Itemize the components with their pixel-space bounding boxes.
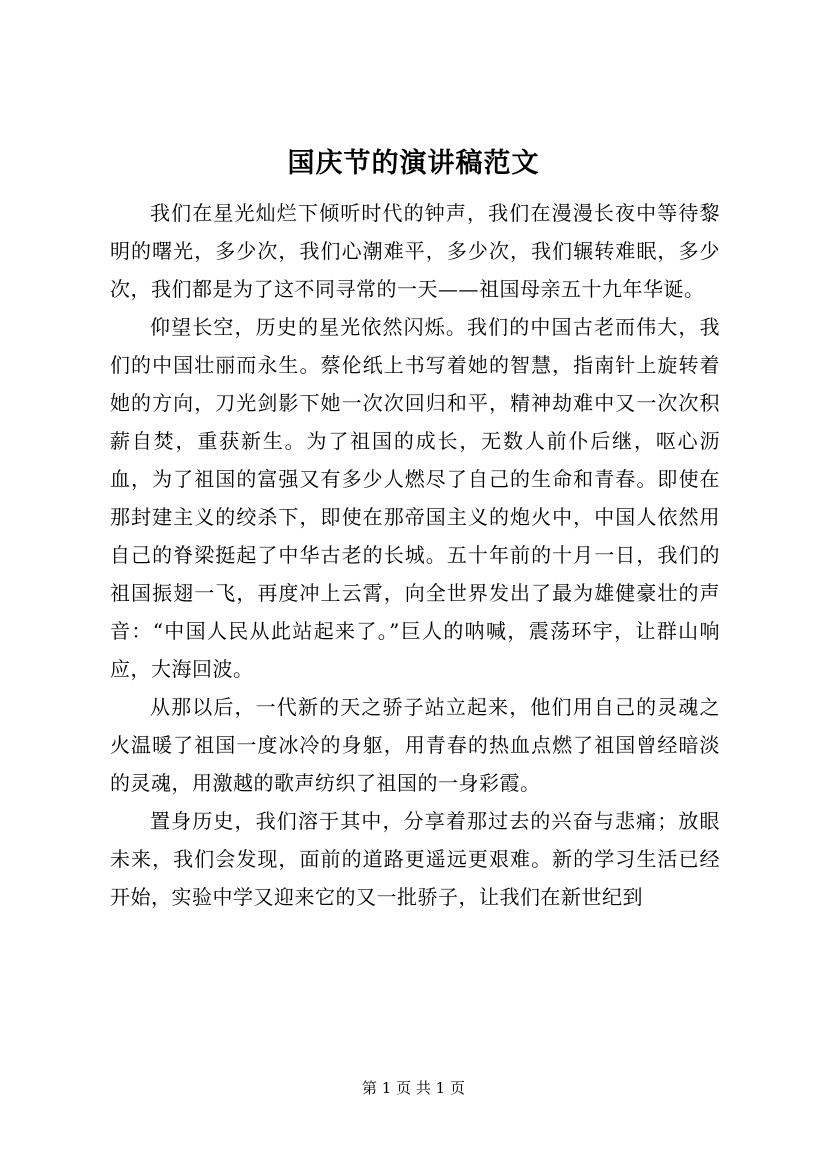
paragraph-1: 我们在星光灿烂下倾听时代的钟声，我们在漫漫长夜中等待黎明的曙光，多少次，我们心潮难平，多少次，我们辗转难眠，多少次，我们都是为了这不同寻常的一天——祖国母亲五十九年华诞。 bbox=[110, 201, 720, 301]
document-body bbox=[110, 194, 720, 916]
paragraph-2: 仰望长空，历史的星光依然闪烁。我们的中国古老而伟大，我们的中国壮丽而永生。蔡伦纸上书写着她的智慧，指南针上旋转着她的方向，刀光剑影下她一次次回归和平，精神劫难中又一次次积薪自焚，重获新生。为了祖国的成长，无数人前仆后继，呕心沥血，为了祖国的富强又有多少人燃尽了自己的生命和青春。即使在那封建主义的绞杀下，即使在那帝国主义的炮火中，中国人依然用自己的脊梁挺起了中华古老的长城。五十年前的十月一日，我们的祖国振翅一飞，再度冲上云霄，向全世界发出了最为雄健豪壮的声音：“中国人民从此站起来了。”巨人的呐喊，震荡环宇，让群山响应，大海回波。 bbox=[110, 315, 720, 681]
paragraph-4: 置身历史，我们溶于其中，分享着那过去的兴奋与悲痛；放眼未来，我们会发现，面前的道路更遥远更艰难。新的学习生活已经开始，实验中学又迎来它的又一批骄子，让我们在新世纪到 bbox=[110, 809, 720, 909]
paragraph-3: 从那以后，一代新的天之骄子站立起来，他们用自己的灵魂之火温暖了祖国一度冰冷的身躯，用青春的热血点燃了祖国曾经暗淡的灵魂，用激越的歌声纺织了祖国的一身彩霞。 bbox=[110, 695, 720, 795]
page-number-footer: 第 1 页 共 1 页 bbox=[362, 1079, 465, 1097]
document-title: 国庆节的演讲稿范文 bbox=[287, 148, 540, 179]
